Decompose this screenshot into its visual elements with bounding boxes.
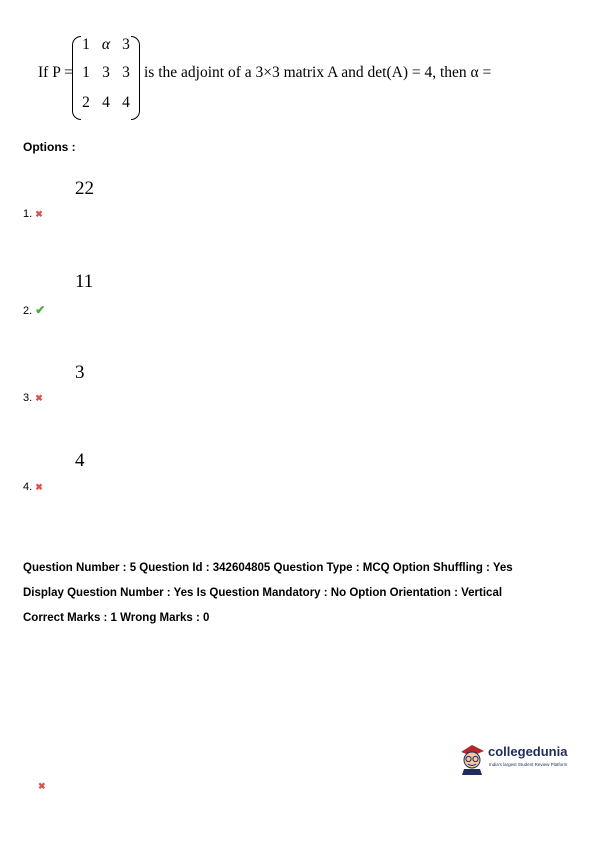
option-1-value: 22 xyxy=(75,178,94,199)
option-1-number xyxy=(23,208,43,220)
option-4-value: 4 xyxy=(75,450,85,471)
options-label: Options : xyxy=(23,140,76,154)
option-number: 1. xyxy=(23,208,33,220)
logo-tagline: India's largest Student Review Platform xyxy=(489,762,568,767)
question-meta-line-2: Display Question Number : Yes Is Question Mandatory : No Option Orientation : Vertical xyxy=(23,587,503,599)
matrix-p xyxy=(72,36,140,120)
matrix-cell: 2 xyxy=(82,94,90,111)
option-2-number xyxy=(23,303,45,317)
question-prefix: If P = xyxy=(38,64,73,81)
check-icon: ✔ xyxy=(35,303,46,317)
option-number: 3. xyxy=(23,392,33,404)
matrix-cell: 3 xyxy=(122,64,130,81)
cross-icon: ✖ xyxy=(35,482,43,492)
option-2-value: 11 xyxy=(75,271,94,292)
cross-icon: ✖ xyxy=(38,781,46,791)
cross-icon: ✖ xyxy=(35,393,43,403)
matrix-cell: 4 xyxy=(102,94,110,111)
question-meta-line-1: Question Number : 5 Question Id : 342604805 Question Type : MCQ Option Shuffling : Yes xyxy=(23,562,513,574)
matrix-cell: 3 xyxy=(102,64,110,81)
option-3-value: 3 xyxy=(75,362,85,383)
option-3-number xyxy=(23,392,43,404)
question-meta-line-3: Correct Marks : 1 Wrong Marks : 0 xyxy=(23,612,210,624)
matrix-cell: 4 xyxy=(122,94,130,111)
cross-icon: ✖ xyxy=(35,209,43,219)
matrix-cell: 1 xyxy=(82,36,90,53)
matrix-cell: 1 xyxy=(82,64,90,81)
collegedunia-logo xyxy=(458,742,573,778)
matrix-cell: 3 xyxy=(122,36,130,53)
option-number: 4. xyxy=(23,481,33,493)
option-4-number xyxy=(23,481,43,493)
mascot-icon xyxy=(458,742,486,776)
question-suffix: is the adjoint of a 3×3 matrix A and det(A) = 4, then α = xyxy=(144,64,492,81)
logo-name: collegedunia xyxy=(488,744,568,759)
option-number: 2. xyxy=(23,305,33,317)
matrix-cell: α xyxy=(101,36,111,53)
